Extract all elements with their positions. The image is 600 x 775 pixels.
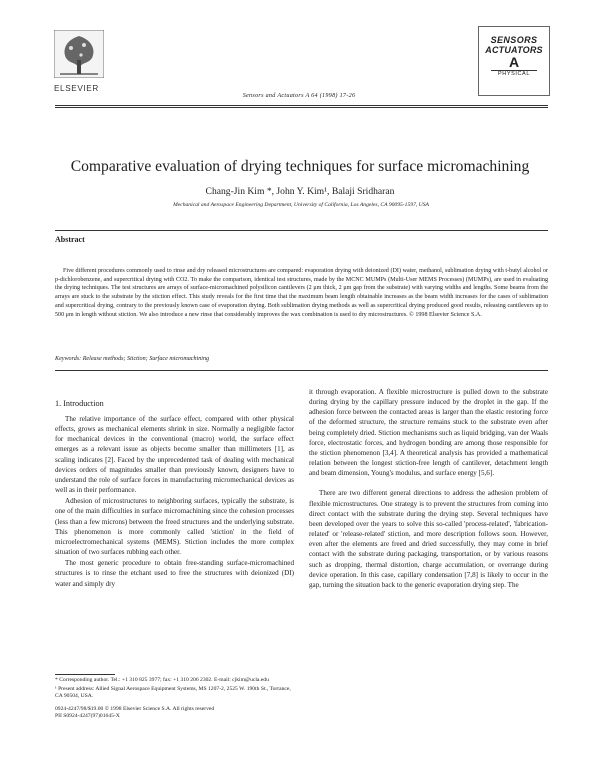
affiliation: Mechanical and Aerospace Engineering Department, University of California, Los Angeles, CA 90095-1597, USA: [173, 202, 429, 208]
left-paragraph: The relative importance of the surface effect, compared with other physical effects, grows as mechanical elements shrink in size. Normally a negligible factor for mechanical devices in the conventional (macro) world, the surface effect emerges as a relevant issue as objects become smaller than millimeters [1], as scaling indicates [2]. Faced by the unprecedented task of dealing with mechanical devices orders of magnitudes smaller than previously known, designers have to understand the role of surface forces in manufacturing micromechanical devices as well as in their performance.: [55, 415, 294, 495]
footnote-corresponding: * Corresponding author. Tel.: +1 310 825 3977; fax: +1 310 206 2302. E-mail: cjkim@ucla.edu: [55, 677, 269, 683]
abstract-body: Five different procedures commonly used to rinse and dry released microstructures are compared: evaporation drying with deionized (DI) water, methanol, sublimation drying with t-butyl alcohol or p-dichlorobenzene, and supercritical drying with CO2. To make the comparison, identical test structures, made by the MCNC MUMPs (Multi-User MEMS Processes) (MUMPs), are used in evaluating the drying techniques. The test structures are arrays of surface-micromachined polysilicon cantilevers (2 μm thick, 2 μm gap from the substrate) with varying widths and lengths. Some beams from the arrays are stuck to the substrate by the stiction effect. This study reveals for the first time that the maximum beam length obtainable increases as the beam width increases for the cases of sublimation and supercritical drying, contrary to the previously known case of evaporation drying. Both sublimation drying methods as well as supercritical drying produced good results, releasing cantilevers up to 500 μm in length without stiction. We also introduce a new rinse that considerably improves the wax combination is used to dry microstructures. © 1998 Elsevier Science S.A.: [55, 268, 548, 318]
issn-line: 0924-4247/98/$19.00 © 1998 Elsevier Science S.A. All rights reserved: [55, 705, 215, 712]
logo-sub: PHYSICAL: [491, 70, 537, 77]
journal-citation: Sensors and Actuators A 64 (1998) 17-26: [242, 93, 356, 99]
pii-line: PII S0924-4247(97)01645-X: [55, 712, 120, 719]
footnote-rule: [55, 674, 115, 675]
footnotes: [55, 677, 294, 720]
authors: Chang-Jin Kim *, John Y. Kim¹, Balaji Sridharan: [205, 186, 395, 197]
left-paragraph: Adhesion of microstructures to neighboring surfaces, typically the substrate, is one of the main difficulties in surface micromachining since the cohesion processes (less than a few microns) between the freed structures and the underlying substrate. This phenomenon is more commonly called 'stiction' in the field of microelectromechanical systems (MEMS). Stiction includes the more complex situation of two surfaces rubbing each other.: [55, 497, 294, 557]
left-column: [55, 414, 294, 589]
intro-heading: 1. Introduction: [55, 399, 104, 408]
right-column: [309, 387, 548, 590]
logo-line-actuators: ACTUATORS: [485, 45, 543, 55]
logo-line-sensors: SENSORS: [490, 35, 538, 45]
right-paragraph: it through evaporation. A flexible microstructure is pulled down to the substrate during drying by the capillary pressure induced by the droplet in the gap. If the adhesion force between the contacted areas is larger than the elastic restoring force of the deformed structure, the structure remains stuck to the substrate even after being completely dried. Stiction mechanisms such as liquid bridging, van der Waals force, electrostatic forces, and hydrogen bonding are among those responsible for the stiction phenomenon [3,4]. A theoretical analysis has provided a mathematical relation between the longest stiction-free length of cantilever, detachment length and beam dimension, Young's modulus, and surface energy [5,6].: [309, 388, 548, 478]
article-title: Comparative evaluation of drying techniques for surface micromachining: [70, 158, 530, 175]
right-paragraph: There are two different general directions to address the adhesion problem of flexible microstructures. One strategy is to prevent the structures from coming into direct contact with the substrate during the drying step. Several techniques have been developed over the years to solve this so-called 'process-related', 'fabrication-related' or 'release-related' stiction, and more description follows soon. However, even after the elements are freed and dried successfully, they may come in brief contact with the substrate during packaging, transportation, or by various reasons such as dropping, thermal distortion, charge accumulation, or overrange during device operation. In this case, capillary condensation [7,8] is likely to occur in the gap, turning the situation back to the generic evaporation drying step. The: [309, 489, 548, 589]
footnote-present-address: ¹ Present address: Allied Signal Aerospace Equipment Systems, MS 1207-2, 2525 W. 190th St., Torrance, CA 90504, USA.: [55, 686, 291, 700]
abstract-heading: Abstract: [55, 235, 85, 244]
abstract-bottom-rule: [55, 370, 548, 371]
journal-logo: [478, 26, 550, 96]
left-paragraph: The most generic procedure to obtain free-standing surface-micromachined structures is to rinse the etchant used to free the structures with deionized (DI) water and simply dry: [55, 559, 294, 588]
abstract-top-rule: [55, 230, 548, 231]
keywords: Keywords: Release methods; Stiction; Surface micromachining: [55, 356, 210, 362]
header-rule: [55, 105, 548, 106]
publisher-name: ELSEVIER: [54, 84, 99, 93]
header-rule-2: [55, 107, 548, 108]
elsevier-logo: [54, 30, 104, 93]
elsevier-tree-icon: [54, 30, 104, 78]
logo-letter: A: [508, 54, 520, 70]
